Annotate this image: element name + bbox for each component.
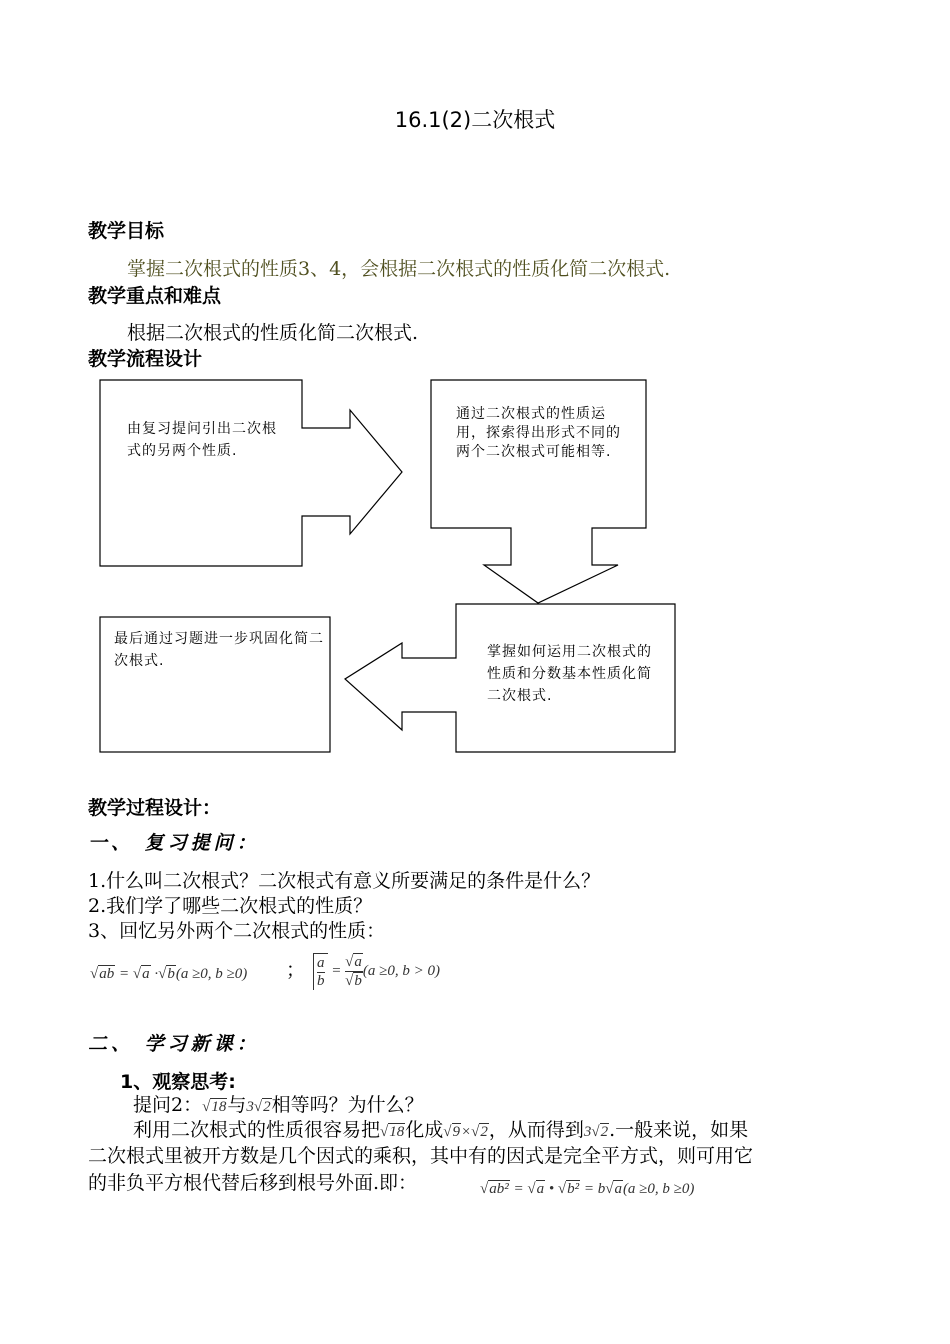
review-heading: 一、 复习提问：: [88, 832, 260, 854]
formula-separator: ；: [286, 959, 306, 981]
formula-simplify: √ab² = √a • √b² = b√a(a ≥0, b ≥0): [480, 1181, 695, 1197]
formula-product: √ab = √a ·√b(a ≥0, b ≥0): [90, 966, 248, 982]
flow-box3-text: 掌握如何运用二次根式的性质和分数基本性质化简二次根式.: [487, 644, 652, 704]
objectives-text: 掌握二次根式的性质3、4，会根据二次根式的性质化简二次根式.: [127, 258, 671, 280]
explanation-line1: 利用二次根式的性质很容易把√18化成√9×√2，从而得到3√2.一般来说，如果: [133, 1119, 749, 1141]
question-2: 提问2：√18与3√2相等吗？为什么？: [133, 1094, 424, 1116]
formula-quotient: a b = √a √b(a ≥0, b > 0): [313, 953, 440, 990]
objectives-heading: 教学目标: [88, 220, 165, 242]
flow-box1-arrow-shape: [100, 380, 402, 566]
keypoints-text: 根据二次根式的性质化简二次根式.: [127, 322, 419, 344]
flow-heading: 教学流程设计: [88, 348, 203, 370]
explanation-line3: 的非负平方根代替后移到根号外面.即：: [88, 1172, 418, 1194]
process-heading: 教学过程设计：: [88, 797, 222, 819]
observe-heading: 1、观察思考:: [120, 1071, 236, 1093]
review-q3: 3、回忆另外两个二次根式的性质：: [88, 920, 386, 942]
keypoints-heading: 教学重点和难点: [88, 285, 222, 307]
review-q1: 1.什么叫二次根式？二次根式有意义所要满足的条件是什么？: [88, 870, 601, 892]
page-title: 16.1(2)二次根式: [394, 108, 556, 132]
flow-box1-text: 由复习提问引出二次根式的另两个性质.: [127, 421, 277, 459]
new-lesson-heading: 二、 学习新课：: [88, 1033, 260, 1055]
explanation-line2: 二次根式里被开方数是几个因式的乘积，其中有的因式是完全平方式，则可用它: [88, 1145, 754, 1167]
flow-box2-text: 通过二次根式的性质运用，探索得出形式不同的两个二次根式可能相等.: [456, 406, 621, 460]
flow-box4-text: 最后通过习题进一步巩固化简二次根式.: [114, 631, 324, 669]
review-q2: 2.我们学了哪些二次根式的性质？: [88, 895, 373, 917]
